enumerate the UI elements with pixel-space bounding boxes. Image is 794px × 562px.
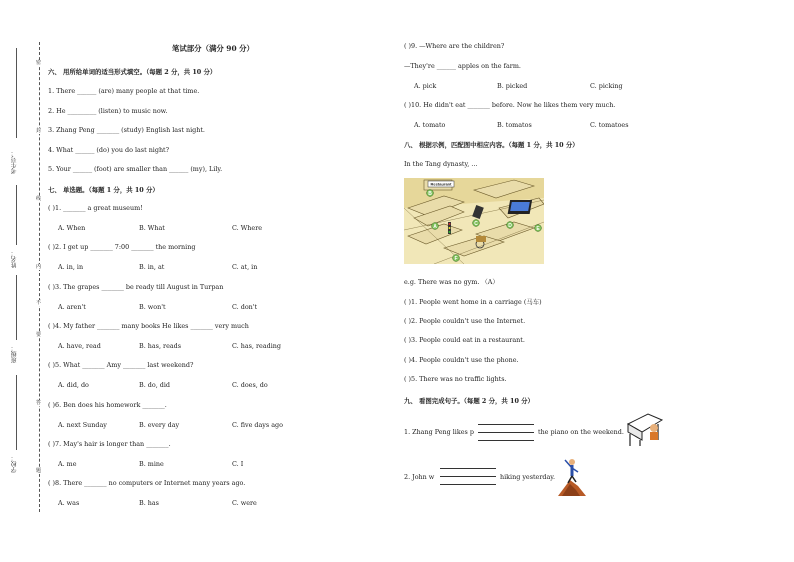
picture-letter-label: D [508, 222, 512, 229]
mc-question-stem: ( )3. The grapes _______ be ready till August in Turpan [48, 282, 224, 291]
exam-title: 笔试部分（满分 90 分） [172, 44, 254, 53]
fill-blank-item: 1. There ______ (are) many people at that time. [48, 87, 200, 95]
mc-option-a: A. in, in [58, 263, 84, 272]
mc-option-a: A. did, do [58, 381, 89, 390]
mc-question-stem: ( )7. May's hair is longer than _______. [48, 439, 171, 448]
q9-option-b: B. picked [497, 82, 528, 90]
q9-option-c: C. picking [590, 82, 623, 90]
binding-dashed-line [39, 42, 40, 512]
name-underline [16, 185, 17, 245]
tang-street-picture [404, 178, 544, 264]
mc-question-stem: ( )2. I get up _______ 7:00 _______ the morning [48, 243, 196, 252]
mc-option-a: A. When [58, 224, 86, 232]
picture-letter-label: F [454, 255, 458, 262]
school-label: 学校： [11, 455, 18, 473]
answer-line [440, 476, 496, 477]
class-label: 班级： [11, 345, 18, 363]
fill-blank-item: 4. What ______ (do) you do last night? [48, 145, 170, 154]
section7-heading: 七、 单选题。（每题 1 分，共 10 分） [48, 186, 159, 194]
seal-character: 答 [36, 400, 42, 406]
q10-option-b: B. tomatos [497, 121, 532, 129]
sentence1-start: 1. Zhang Peng likes p [404, 428, 474, 436]
mc-option-a: A. aren't [58, 302, 86, 311]
q9-stem: ( )9. —Where are the children? [404, 42, 505, 50]
seal-character: 线 [36, 196, 42, 202]
mc-option-c: C. I [232, 459, 244, 468]
section9-heading: 九、 看图完成句子。（每题 2 分，共 10 分） [404, 397, 534, 405]
matching-item: ( )2. People couldn't use the Internet. [404, 316, 526, 325]
piano-player-picture [624, 410, 664, 448]
picture-letter-label: E [536, 225, 540, 232]
mc-option-a: A. me [58, 459, 77, 468]
mc-option-a: A. have, read [58, 341, 101, 350]
mc-option-b: B. do, did [139, 381, 170, 390]
sentence2-start: 2. John w [404, 473, 435, 481]
mc-question-stem: ( )6. Ben does his homework _______. [48, 400, 167, 409]
section6-heading: 六、 用所给单词的适当形式填空。（每题 2 分，共 10 分） [48, 68, 217, 76]
q10-option-c: C. tomatoes [590, 121, 629, 129]
section8-intro: In the Tang dynasty, … [404, 160, 478, 168]
seal-character: 封 [36, 128, 42, 134]
mc-option-c: C. five days ago [232, 420, 283, 429]
fill-blank-item: 3. Zhang Peng _______ (study) English last night. [48, 126, 205, 135]
id-underline [16, 48, 17, 138]
matching-item: ( )4. People couldn't use the phone. [404, 355, 519, 364]
mc-option-b: B. mine [139, 459, 164, 468]
seal-character: 密 [36, 60, 42, 66]
sentence1-end: the piano on the weekend. [538, 428, 624, 436]
picture-letter-label: B [428, 190, 432, 197]
student-id-label: 考生号： [11, 150, 18, 174]
mc-option-b: B. has [139, 499, 159, 508]
picture-letter-label: A [433, 223, 437, 230]
picture-letter-label: C [474, 220, 478, 227]
fill-blank-item: 5. Your ______ (foot) are smaller than ______ (my), Lily. [48, 165, 223, 174]
mc-option-b: B. won't [139, 302, 166, 311]
q10-option-a: A. tomato [414, 121, 446, 129]
matching-item: ( )3. People could eat in a restaurant. [404, 336, 525, 344]
section8-heading: 八、 根据示例，匹配图中相应内容。（每题 1 分，共 10 分） [404, 141, 579, 149]
q9-line2: —They're ______ apples on the farm. [404, 62, 521, 70]
seal-character: 要 [36, 332, 42, 338]
mc-option-b: B. has, reads [139, 341, 182, 350]
fill-blank-item: 2. He _________ (listen) to music now. [48, 106, 168, 115]
matching-item: ( )5. There was no traffic lights. [404, 375, 507, 383]
mc-option-c: C. does, do [232, 381, 268, 390]
mc-question-stem: ( )4. My father _______ many books He likes _______ very much [48, 321, 249, 330]
mc-option-c: C. at, in [232, 263, 258, 272]
mc-question-stem: ( )8. There _______ no computers or Internet many years ago. [48, 479, 246, 488]
sentence2-end: hiking yesterday. [500, 473, 556, 481]
answer-line [440, 484, 496, 485]
mc-option-b: B. in, at [139, 263, 165, 272]
q9-option-a: A. pick [414, 82, 437, 90]
answer-line [478, 424, 534, 425]
mc-question-stem: ( )5. What _______ Amy _______ last weekend? [48, 361, 194, 370]
mc-option-b: B. What [139, 224, 165, 232]
mc-option-a: A. was [58, 499, 80, 508]
mc-question-stem: ( )1. _______ a great museum! [48, 204, 143, 212]
answer-line [440, 468, 496, 469]
hiker-picture [558, 456, 586, 496]
mc-option-c: C. were [232, 499, 257, 508]
matching-item: ( )1. People went home in a carriage (马车) [404, 298, 542, 306]
class-underline [16, 275, 17, 340]
seal-character: 题 [36, 468, 42, 474]
answer-line [478, 432, 534, 433]
mc-option-c: C. don't [232, 302, 258, 311]
mc-option-c: C. has, reading [232, 341, 281, 350]
restaurant-sign: Restaurant [430, 181, 452, 187]
student-name-label: 姓名： [11, 250, 18, 268]
seal-character: 不 [36, 300, 42, 306]
answer-line [478, 440, 534, 441]
q10-stem: ( )10. He didn't eat _______ before. Now he likes them very much. [404, 101, 616, 109]
mc-option-a: A. next Sunday [58, 420, 107, 429]
school-underline [16, 375, 17, 450]
mc-option-c: C. Where [232, 224, 263, 232]
mc-option-b: B. every day [139, 420, 180, 429]
seal-character: 内 [36, 264, 42, 270]
section8-example: e.g. There was no gym. （A） [404, 278, 499, 286]
